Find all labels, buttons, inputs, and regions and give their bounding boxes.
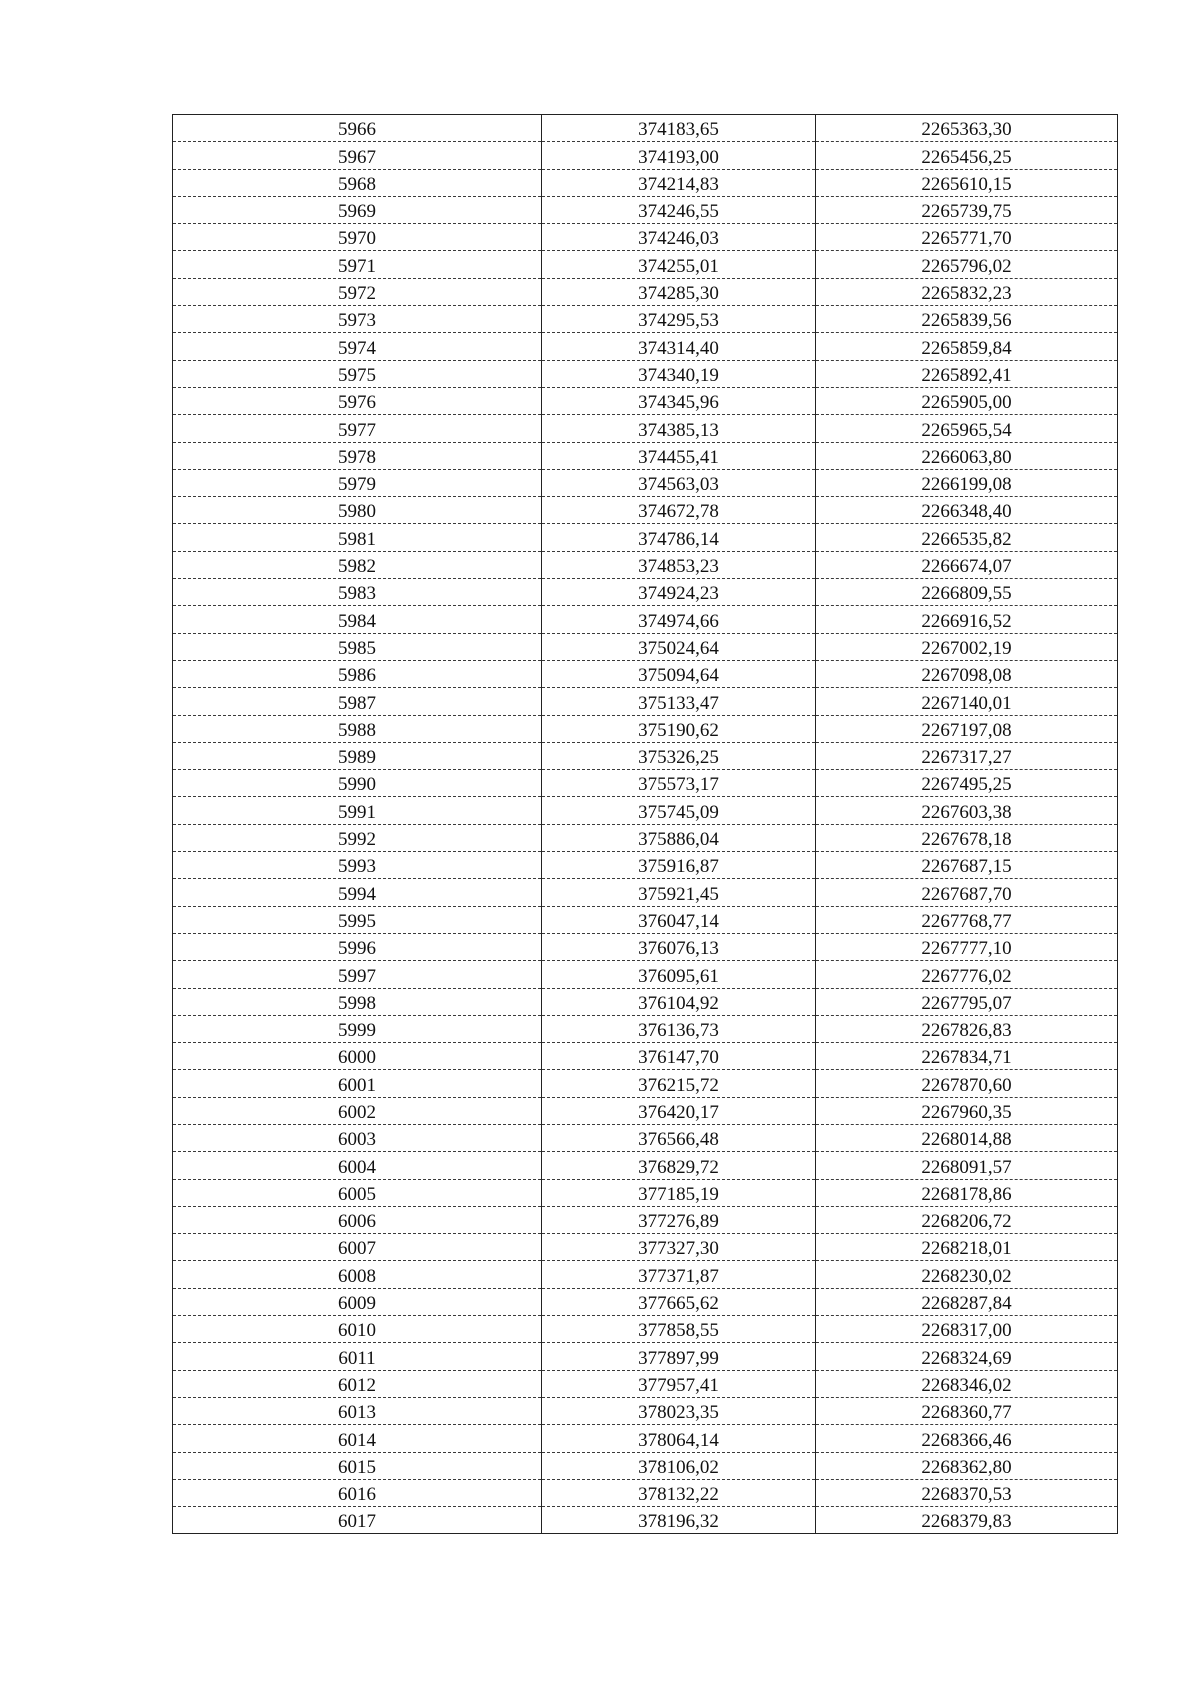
y-coordinate-cell: 2267826,83 xyxy=(816,1015,1118,1042)
x-coordinate-cell: 374295,53 xyxy=(542,306,816,333)
y-coordinate-cell: 2267098,08 xyxy=(816,660,1118,687)
table-row xyxy=(173,524,1118,551)
table-row xyxy=(173,224,1118,251)
x-coordinate-cell: 376095,61 xyxy=(542,961,816,988)
x-coordinate-cell: 374853,23 xyxy=(542,551,816,578)
point-number-cell: 5994 xyxy=(173,879,542,906)
x-coordinate-cell: 374246,55 xyxy=(542,196,816,223)
point-number-cell: 6002 xyxy=(173,1097,542,1124)
table-row xyxy=(173,360,1118,387)
table-row xyxy=(173,660,1118,687)
x-coordinate-cell: 375921,45 xyxy=(542,879,816,906)
table-row xyxy=(173,852,1118,879)
x-coordinate-cell: 375094,64 xyxy=(542,660,816,687)
y-coordinate-cell: 2268230,02 xyxy=(816,1261,1118,1288)
point-number-cell: 6016 xyxy=(173,1479,542,1506)
x-coordinate-cell: 374340,19 xyxy=(542,360,816,387)
table-row xyxy=(173,142,1118,169)
y-coordinate-cell: 2266809,55 xyxy=(816,579,1118,606)
point-number-cell: 5971 xyxy=(173,251,542,278)
table-row xyxy=(173,415,1118,442)
point-number-cell: 6014 xyxy=(173,1425,542,1452)
y-coordinate-cell: 2268218,01 xyxy=(816,1234,1118,1261)
y-coordinate-cell: 2268366,46 xyxy=(816,1425,1118,1452)
y-coordinate-cell: 2267140,01 xyxy=(816,688,1118,715)
table-row xyxy=(173,1316,1118,1343)
table-row xyxy=(173,1043,1118,1070)
y-coordinate-cell: 2267795,07 xyxy=(816,988,1118,1015)
y-coordinate-cell: 2267197,08 xyxy=(816,715,1118,742)
table-row xyxy=(173,961,1118,988)
table-row xyxy=(173,1370,1118,1397)
point-number-cell: 6006 xyxy=(173,1206,542,1233)
x-coordinate-cell: 374563,03 xyxy=(542,469,816,496)
table-row xyxy=(173,1206,1118,1233)
y-coordinate-cell: 2267495,25 xyxy=(816,770,1118,797)
x-coordinate-cell: 376829,72 xyxy=(542,1152,816,1179)
point-number-cell: 5997 xyxy=(173,961,542,988)
point-number-cell: 5996 xyxy=(173,933,542,960)
point-number-cell: 6009 xyxy=(173,1288,542,1315)
point-number-cell: 6015 xyxy=(173,1452,542,1479)
table-row xyxy=(173,715,1118,742)
x-coordinate-cell: 375573,17 xyxy=(542,770,816,797)
table-row xyxy=(173,497,1118,524)
y-coordinate-cell: 2265965,54 xyxy=(816,415,1118,442)
y-coordinate-cell: 2265363,30 xyxy=(816,115,1118,142)
x-coordinate-cell: 374786,14 xyxy=(542,524,816,551)
x-coordinate-cell: 375326,25 xyxy=(542,742,816,769)
y-coordinate-cell: 2268317,00 xyxy=(816,1316,1118,1343)
table-row xyxy=(173,824,1118,851)
point-number-cell: 5968 xyxy=(173,169,542,196)
table-row xyxy=(173,579,1118,606)
point-number-cell: 5992 xyxy=(173,824,542,851)
table-row xyxy=(173,742,1118,769)
coordinates-table-body xyxy=(173,115,1118,1534)
table-row xyxy=(173,906,1118,933)
point-number-cell: 6011 xyxy=(173,1343,542,1370)
table-row xyxy=(173,1397,1118,1424)
x-coordinate-cell: 374924,23 xyxy=(542,579,816,606)
point-number-cell: 5982 xyxy=(173,551,542,578)
y-coordinate-cell: 2267777,10 xyxy=(816,933,1118,960)
table-row xyxy=(173,1452,1118,1479)
point-number-cell: 6010 xyxy=(173,1316,542,1343)
table-row xyxy=(173,306,1118,333)
y-coordinate-cell: 2267834,71 xyxy=(816,1043,1118,1070)
table-row xyxy=(173,1261,1118,1288)
point-number-cell: 5995 xyxy=(173,906,542,933)
x-coordinate-cell: 377276,89 xyxy=(542,1206,816,1233)
table-row xyxy=(173,1124,1118,1151)
y-coordinate-cell: 2267603,38 xyxy=(816,797,1118,824)
y-coordinate-cell: 2268346,02 xyxy=(816,1370,1118,1397)
point-number-cell: 5981 xyxy=(173,524,542,551)
point-number-cell: 6000 xyxy=(173,1043,542,1070)
x-coordinate-cell: 377185,19 xyxy=(542,1179,816,1206)
y-coordinate-cell: 2265771,70 xyxy=(816,224,1118,251)
x-coordinate-cell: 374455,41 xyxy=(542,442,816,469)
table-row xyxy=(173,1425,1118,1452)
table-row xyxy=(173,1479,1118,1506)
point-number-cell: 6012 xyxy=(173,1370,542,1397)
x-coordinate-cell: 377371,87 xyxy=(542,1261,816,1288)
y-coordinate-cell: 2265859,84 xyxy=(816,333,1118,360)
x-coordinate-cell: 374974,66 xyxy=(542,606,816,633)
y-coordinate-cell: 2266199,08 xyxy=(816,469,1118,496)
y-coordinate-cell: 2268091,57 xyxy=(816,1152,1118,1179)
y-coordinate-cell: 2265610,15 xyxy=(816,169,1118,196)
point-number-cell: 6003 xyxy=(173,1124,542,1151)
point-number-cell: 6008 xyxy=(173,1261,542,1288)
x-coordinate-cell: 378106,02 xyxy=(542,1452,816,1479)
table-row xyxy=(173,196,1118,223)
y-coordinate-cell: 2266063,80 xyxy=(816,442,1118,469)
table-row xyxy=(173,1507,1118,1534)
table-row xyxy=(173,633,1118,660)
y-coordinate-cell: 2268362,80 xyxy=(816,1452,1118,1479)
y-coordinate-cell: 2265839,56 xyxy=(816,306,1118,333)
table-row xyxy=(173,1152,1118,1179)
table-row xyxy=(173,169,1118,196)
point-number-cell: 5975 xyxy=(173,360,542,387)
point-number-cell: 5984 xyxy=(173,606,542,633)
x-coordinate-cell: 374345,96 xyxy=(542,387,816,414)
x-coordinate-cell: 375133,47 xyxy=(542,688,816,715)
point-number-cell: 5998 xyxy=(173,988,542,1015)
x-coordinate-cell: 374285,30 xyxy=(542,278,816,305)
x-coordinate-cell: 375916,87 xyxy=(542,852,816,879)
x-coordinate-cell: 375024,64 xyxy=(542,633,816,660)
table-row xyxy=(173,797,1118,824)
y-coordinate-cell: 2268178,86 xyxy=(816,1179,1118,1206)
x-coordinate-cell: 374385,13 xyxy=(542,415,816,442)
point-number-cell: 5969 xyxy=(173,196,542,223)
table-row xyxy=(173,1179,1118,1206)
point-number-cell: 5978 xyxy=(173,442,542,469)
table-row xyxy=(173,278,1118,305)
point-number-cell: 5967 xyxy=(173,142,542,169)
y-coordinate-cell: 2268370,53 xyxy=(816,1479,1118,1506)
x-coordinate-cell: 374672,78 xyxy=(542,497,816,524)
x-coordinate-cell: 377858,55 xyxy=(542,1316,816,1343)
point-number-cell: 5991 xyxy=(173,797,542,824)
point-number-cell: 6001 xyxy=(173,1070,542,1097)
table-row xyxy=(173,387,1118,414)
table-row xyxy=(173,115,1118,142)
x-coordinate-cell: 376147,70 xyxy=(542,1043,816,1070)
point-number-cell: 5987 xyxy=(173,688,542,715)
point-number-cell: 6013 xyxy=(173,1397,542,1424)
point-number-cell: 5979 xyxy=(173,469,542,496)
table-row xyxy=(173,333,1118,360)
table-row xyxy=(173,551,1118,578)
point-number-cell: 5972 xyxy=(173,278,542,305)
x-coordinate-cell: 374246,03 xyxy=(542,224,816,251)
point-number-cell: 5974 xyxy=(173,333,542,360)
y-coordinate-cell: 2267687,15 xyxy=(816,852,1118,879)
y-coordinate-cell: 2266674,07 xyxy=(816,551,1118,578)
x-coordinate-cell: 376566,48 xyxy=(542,1124,816,1151)
coordinates-table xyxy=(172,114,1118,1534)
table-row xyxy=(173,1288,1118,1315)
table-row xyxy=(173,1070,1118,1097)
x-coordinate-cell: 376047,14 xyxy=(542,906,816,933)
y-coordinate-cell: 2267960,35 xyxy=(816,1097,1118,1124)
x-coordinate-cell: 376076,13 xyxy=(542,933,816,960)
table-row xyxy=(173,1015,1118,1042)
x-coordinate-cell: 375886,04 xyxy=(542,824,816,851)
y-coordinate-cell: 2267687,70 xyxy=(816,879,1118,906)
x-coordinate-cell: 377957,41 xyxy=(542,1370,816,1397)
y-coordinate-cell: 2265456,25 xyxy=(816,142,1118,169)
y-coordinate-cell: 2265905,00 xyxy=(816,387,1118,414)
point-number-cell: 5985 xyxy=(173,633,542,660)
x-coordinate-cell: 377665,62 xyxy=(542,1288,816,1315)
y-coordinate-cell: 2267317,27 xyxy=(816,742,1118,769)
y-coordinate-cell: 2267776,02 xyxy=(816,961,1118,988)
table-row xyxy=(173,879,1118,906)
y-coordinate-cell: 2268014,88 xyxy=(816,1124,1118,1151)
table-row xyxy=(173,1343,1118,1370)
table-row xyxy=(173,688,1118,715)
point-number-cell: 5970 xyxy=(173,224,542,251)
point-number-cell: 6007 xyxy=(173,1234,542,1261)
y-coordinate-cell: 2265796,02 xyxy=(816,251,1118,278)
y-coordinate-cell: 2267870,60 xyxy=(816,1070,1118,1097)
point-number-cell: 5988 xyxy=(173,715,542,742)
x-coordinate-cell: 376136,73 xyxy=(542,1015,816,1042)
x-coordinate-cell: 374255,01 xyxy=(542,251,816,278)
x-coordinate-cell: 374214,83 xyxy=(542,169,816,196)
y-coordinate-cell: 2265892,41 xyxy=(816,360,1118,387)
y-coordinate-cell: 2268379,83 xyxy=(816,1507,1118,1534)
point-number-cell: 5986 xyxy=(173,660,542,687)
x-coordinate-cell: 376215,72 xyxy=(542,1070,816,1097)
y-coordinate-cell: 2268360,77 xyxy=(816,1397,1118,1424)
x-coordinate-cell: 376420,17 xyxy=(542,1097,816,1124)
y-coordinate-cell: 2265739,75 xyxy=(816,196,1118,223)
point-number-cell: 5990 xyxy=(173,770,542,797)
point-number-cell: 5973 xyxy=(173,306,542,333)
table-row xyxy=(173,770,1118,797)
point-number-cell: 6005 xyxy=(173,1179,542,1206)
table-row xyxy=(173,442,1118,469)
y-coordinate-cell: 2267678,18 xyxy=(816,824,1118,851)
x-coordinate-cell: 377897,99 xyxy=(542,1343,816,1370)
point-number-cell: 5977 xyxy=(173,415,542,442)
table-row xyxy=(173,606,1118,633)
point-number-cell: 5989 xyxy=(173,742,542,769)
y-coordinate-cell: 2267768,77 xyxy=(816,906,1118,933)
point-number-cell: 5983 xyxy=(173,579,542,606)
x-coordinate-cell: 375190,62 xyxy=(542,715,816,742)
table-row xyxy=(173,933,1118,960)
x-coordinate-cell: 378023,35 xyxy=(542,1397,816,1424)
y-coordinate-cell: 2266348,40 xyxy=(816,497,1118,524)
x-coordinate-cell: 376104,92 xyxy=(542,988,816,1015)
x-coordinate-cell: 378064,14 xyxy=(542,1425,816,1452)
y-coordinate-cell: 2265832,23 xyxy=(816,278,1118,305)
x-coordinate-cell: 374193,00 xyxy=(542,142,816,169)
y-coordinate-cell: 2267002,19 xyxy=(816,633,1118,660)
table-row xyxy=(173,1234,1118,1261)
x-coordinate-cell: 378196,32 xyxy=(542,1507,816,1534)
y-coordinate-cell: 2266916,52 xyxy=(816,606,1118,633)
point-number-cell: 5976 xyxy=(173,387,542,414)
table-row xyxy=(173,1097,1118,1124)
table-row xyxy=(173,469,1118,496)
point-number-cell: 6017 xyxy=(173,1507,542,1534)
x-coordinate-cell: 374183,65 xyxy=(542,115,816,142)
point-number-cell: 5966 xyxy=(173,115,542,142)
x-coordinate-cell: 375745,09 xyxy=(542,797,816,824)
point-number-cell: 6004 xyxy=(173,1152,542,1179)
y-coordinate-cell: 2268324,69 xyxy=(816,1343,1118,1370)
point-number-cell: 5999 xyxy=(173,1015,542,1042)
table-row xyxy=(173,251,1118,278)
point-number-cell: 5993 xyxy=(173,852,542,879)
x-coordinate-cell: 374314,40 xyxy=(542,333,816,360)
point-number-cell: 5980 xyxy=(173,497,542,524)
y-coordinate-cell: 2268287,84 xyxy=(816,1288,1118,1315)
y-coordinate-cell: 2266535,82 xyxy=(816,524,1118,551)
table-row xyxy=(173,988,1118,1015)
y-coordinate-cell: 2268206,72 xyxy=(816,1206,1118,1233)
x-coordinate-cell: 378132,22 xyxy=(542,1479,816,1506)
x-coordinate-cell: 377327,30 xyxy=(542,1234,816,1261)
